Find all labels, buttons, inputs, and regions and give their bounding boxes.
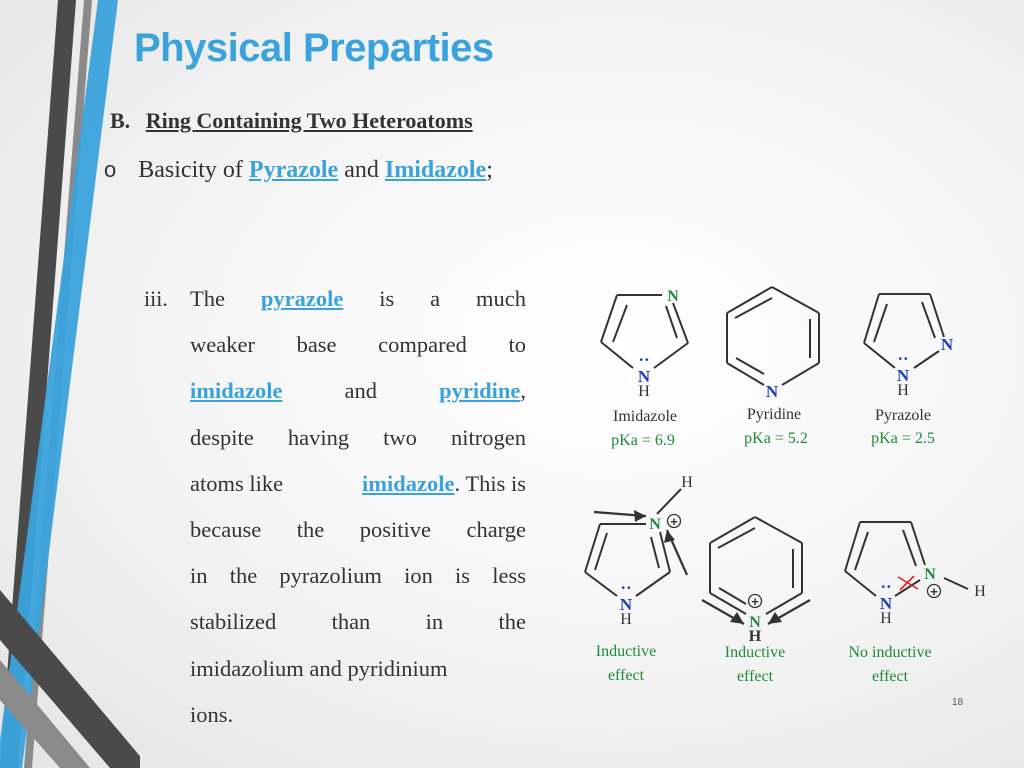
atom-n: N: [879, 594, 893, 613]
pyridinium-caption: effect: [736, 668, 774, 685]
word: nitrogen: [451, 424, 526, 450]
slide-title: Physical Preparties: [134, 26, 494, 70]
word: to: [508, 332, 526, 358]
atom-n: N: [940, 335, 954, 354]
bullet-marker: o: [104, 157, 117, 182]
item-number: iii.: [144, 286, 168, 311]
atom-n: N: [896, 366, 910, 385]
word: charge: [466, 517, 526, 543]
word: the: [296, 517, 325, 543]
pyridinium-caption: Inductive: [724, 644, 786, 661]
bullet-prefix: Basicity of: [138, 157, 243, 183]
word: compared: [378, 332, 467, 358]
word: the: [498, 609, 526, 635]
atom-n: N: [749, 614, 761, 631]
word: in: [425, 609, 444, 635]
lone-pair: ··: [897, 349, 909, 368]
para-line: ions.: [190, 701, 234, 727]
word: pyrazolium: [279, 563, 382, 589]
plus-sign: +: [670, 514, 678, 529]
word: than: [331, 609, 371, 635]
atom-n: N: [649, 516, 661, 533]
pyrazole-pka: pKa = 2.5: [871, 430, 935, 447]
pyrazolium-caption: effect: [871, 668, 909, 685]
word: having: [287, 424, 350, 450]
word: ,: [520, 378, 526, 404]
imidazolium-caption: effect: [607, 667, 645, 684]
pyrazolium-caption: No inductive: [848, 644, 932, 661]
atom-h: H: [974, 583, 986, 600]
word: positive: [359, 517, 431, 543]
bullet-joiner: and: [344, 157, 379, 183]
word: is: [379, 286, 395, 311]
word: atoms like: [190, 470, 284, 496]
term-pyrazole: pyrazole: [260, 286, 344, 311]
atom-n: N: [765, 382, 779, 401]
plus-sign: +: [751, 594, 759, 609]
section-letter: B.: [110, 108, 131, 133]
atom-h: H: [620, 611, 632, 628]
word: despite: [190, 424, 254, 450]
lone-pair: ··: [638, 350, 650, 369]
para-line: imidazolium and pyridinium: [190, 655, 448, 681]
lone-pair: ··: [620, 578, 632, 597]
pyrazolium-structure: [845, 522, 968, 596]
pyrazole-label: Pyrazole: [875, 407, 931, 424]
atom-n: N: [637, 367, 651, 386]
pyridine-structure: [727, 287, 819, 385]
bullet-suffix: ;: [486, 157, 493, 183]
imidazolium-structure: [585, 489, 687, 596]
term-imidazole: imidazole: [362, 470, 455, 496]
atom-h: H: [880, 610, 892, 627]
word: base: [296, 332, 337, 358]
section-title: Ring Containing Two Heteroatoms: [145, 108, 473, 133]
term-imidazole: Imidazole: [384, 157, 487, 183]
word: two: [383, 424, 417, 450]
imidazole-pka: pKa = 6.9: [611, 432, 675, 449]
word: much: [475, 286, 526, 311]
imidazolium-caption: Inductive: [595, 643, 657, 660]
pyridine-label: Pyridine: [746, 406, 802, 423]
page-number: 18: [952, 697, 964, 708]
atom-h: H: [638, 383, 650, 400]
word: because: [190, 517, 262, 543]
word: weaker: [190, 332, 255, 358]
term-pyridine: pyridine: [439, 378, 521, 404]
word: . This is: [454, 470, 526, 496]
word: is: [455, 563, 471, 589]
word: ion: [404, 563, 433, 589]
atom-n: N: [924, 566, 936, 583]
word: stabilized: [190, 609, 277, 635]
atom-h: H: [681, 474, 693, 491]
arrow-head: [634, 510, 646, 522]
lone-pair: ··: [880, 577, 892, 596]
term-imidazole: imidazole: [190, 378, 283, 404]
word: a: [430, 286, 441, 311]
word: The: [190, 286, 225, 311]
word: in: [190, 563, 208, 589]
word: less: [492, 563, 526, 589]
atom-h: H: [748, 628, 762, 645]
arrow-head: [664, 530, 675, 543]
imidazole-label: Imidazole: [613, 408, 677, 425]
atom-n: N: [619, 595, 633, 614]
atom-h: H: [897, 382, 909, 399]
term-pyrazole: Pyrazole: [248, 157, 339, 183]
word: the: [229, 563, 258, 589]
plus-sign: +: [930, 584, 938, 599]
pyridine-pka: pKa = 5.2: [744, 430, 808, 447]
atom-n: N: [667, 288, 679, 305]
word: and: [344, 378, 378, 404]
